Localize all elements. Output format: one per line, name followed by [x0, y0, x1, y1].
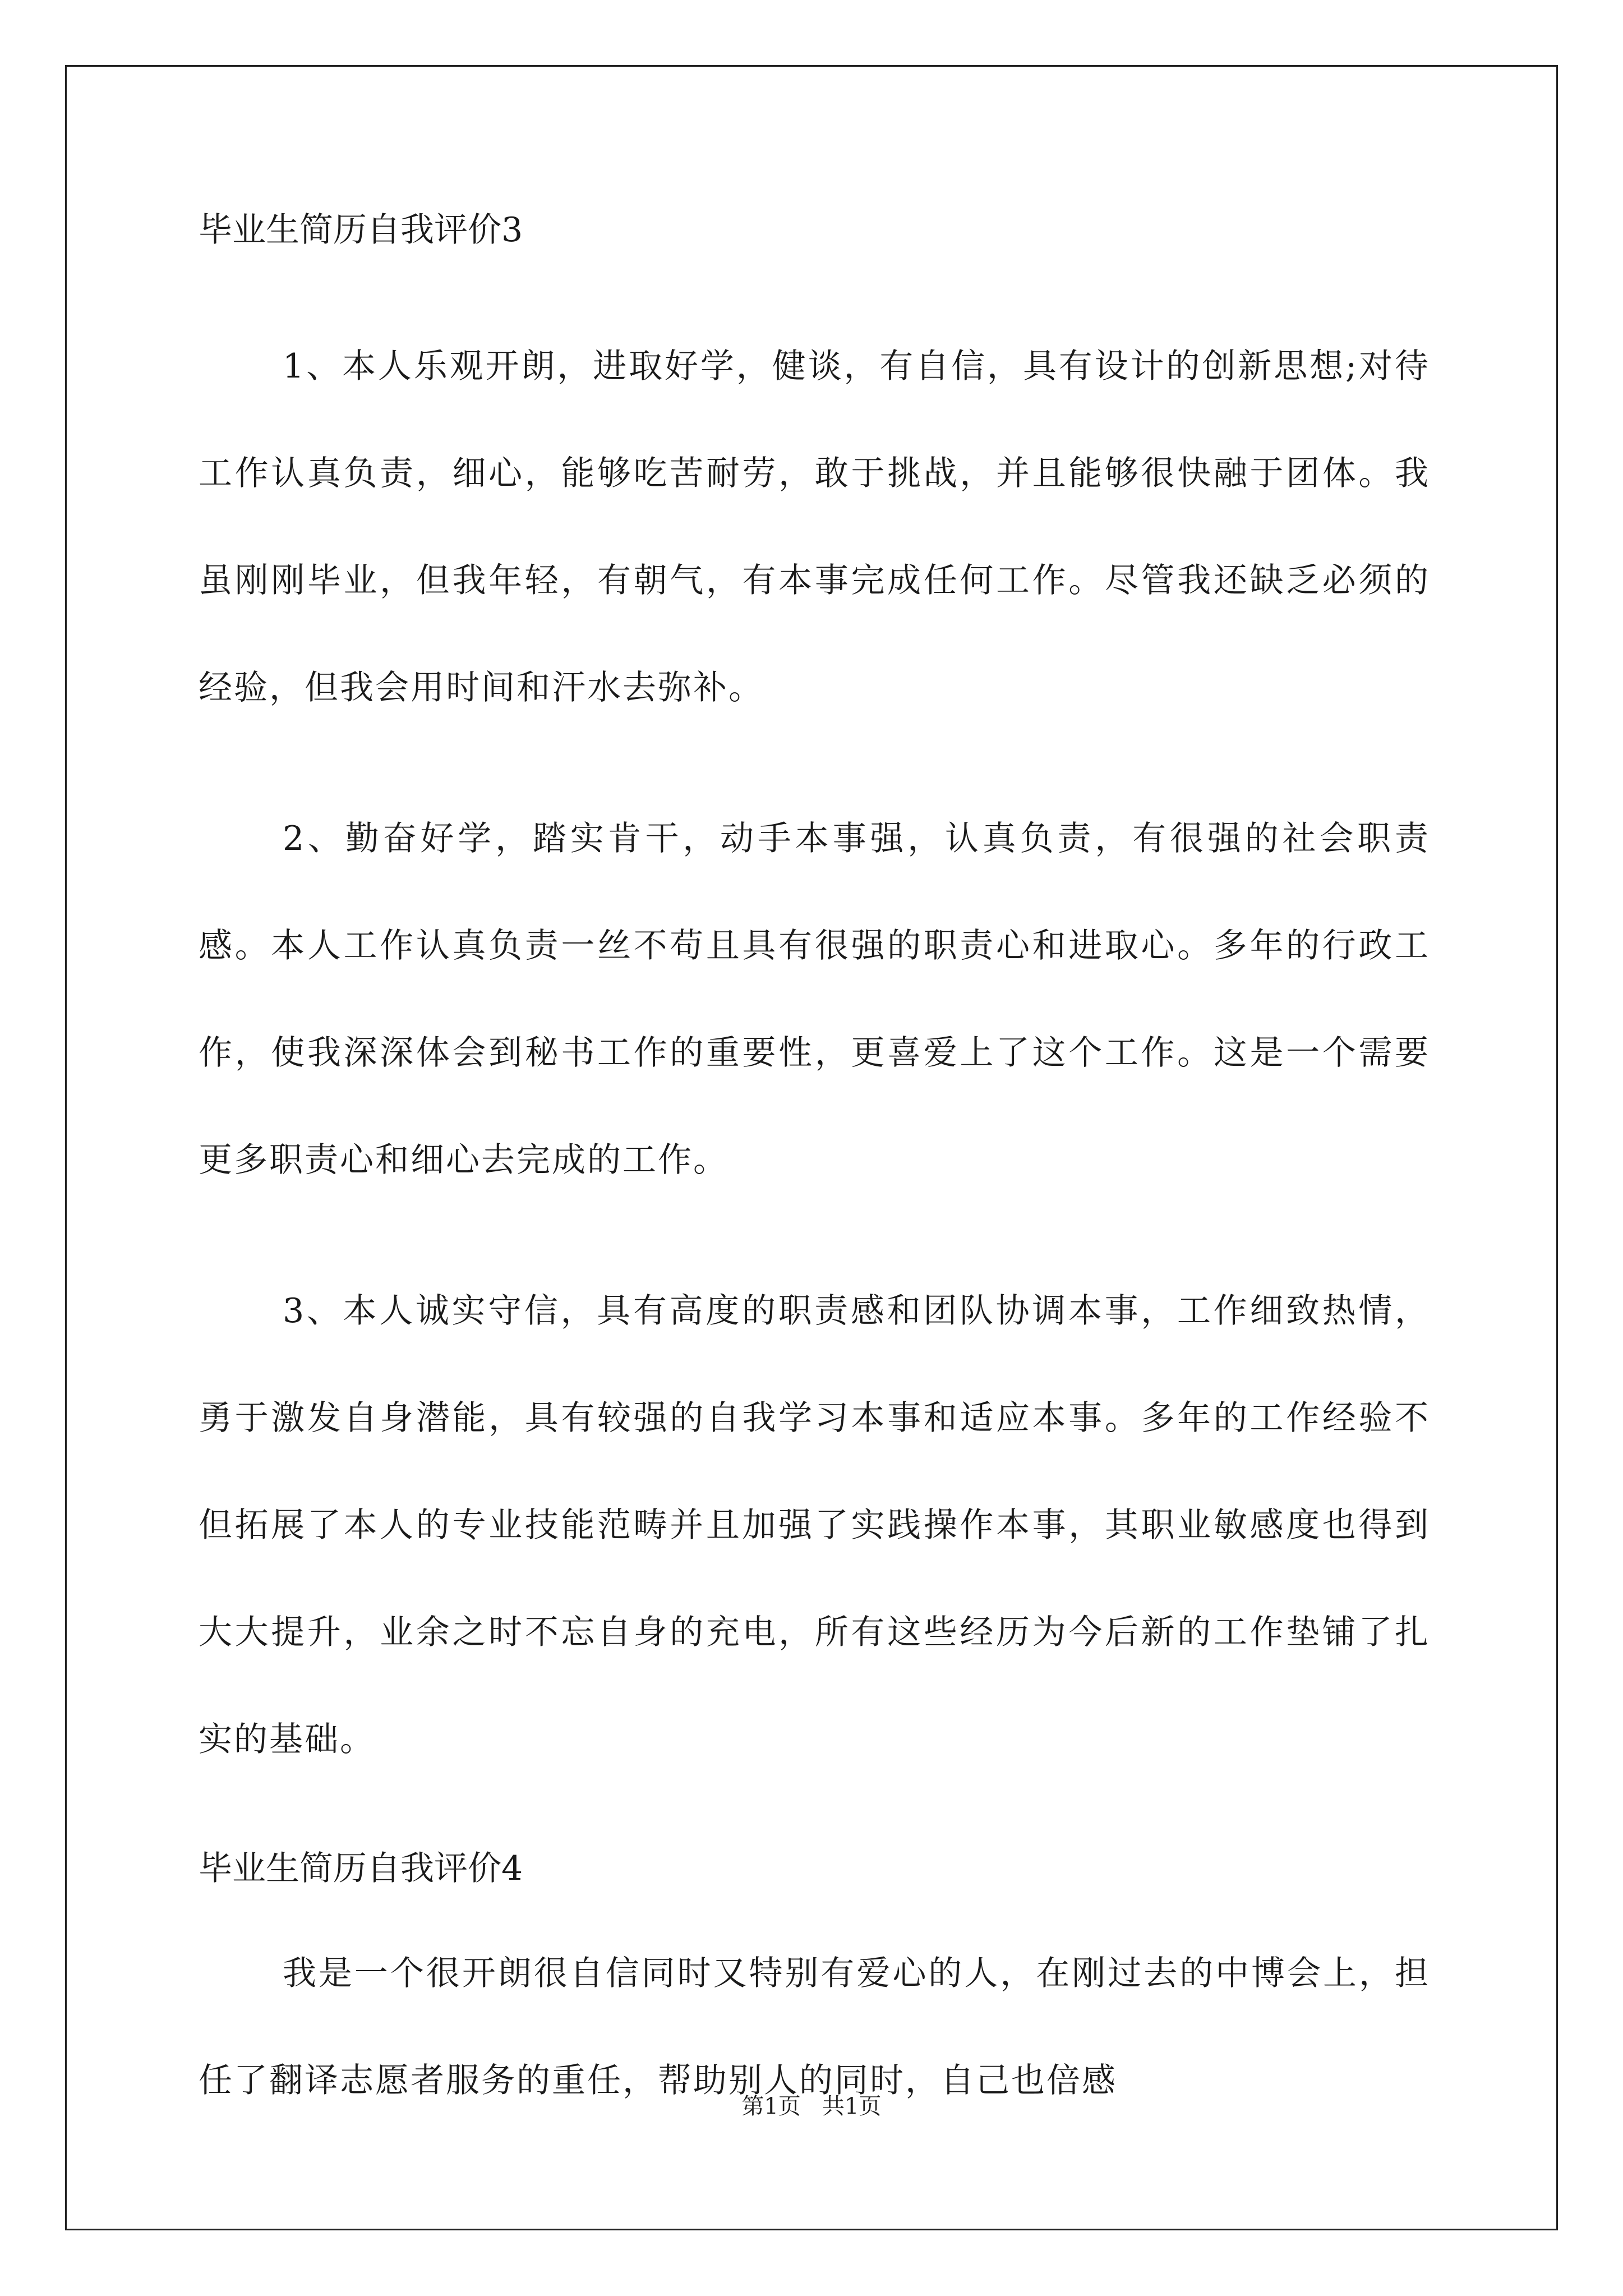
paragraph: 3、本人诚实守信，具有高度的职责感和团队协调本事，工作细致热情，勇于激发自身潜能，具有较强的自我学习本事和适应本事。多年的工作经验不但拓展了本人的专业技能范畴并且加强了实践操作本事，其职业敏感度也得到大大提升，业余之时不忘自身的充电，所有这些经历为今后新的工作垫铺了扎实的基础。 [199, 1291, 1430, 1759]
section-title: 毕业生简历自我评价4 [199, 1849, 523, 1888]
paragraph: 1、本人乐观开朗，进取好学，健谈，有自信，具有设计的创新思想;对待工作认真负责，细心，能够吃苦耐劳，敢于挑战，并且能够很快融于团体。我虽刚刚毕业，但我年轻，有朝气，有本事完成任何工作。尽管我还缺乏必须的经验，但我会用时间和汗水去弥补。 [199, 347, 1430, 707]
section-title: 毕业生简历自我评价3 [199, 210, 523, 250]
section-3 [199, 208, 1430, 1793]
document-body [199, 208, 1430, 2210]
paragraph: 我是一个很开朗很自信同时又特别有爱心的人，在刚过去的中博会上，担任了翻译志愿者服务的重任，帮助别人的同时，自己也倍感 [199, 1954, 1430, 2100]
paragraph: 2、勤奋好学，踏实肯干，动手本事强，认真负责，有很强的社会职责感。本人工作认真负责一丝不苟且具有很强的职责心和进取心。多年的行政工作，使我深深体会到秘书工作的重要性，更喜爱上了这个工作。这是一个需要更多职责心和细心去完成的工作。 [199, 819, 1430, 1180]
page-footer: 第1页 共1页 [741, 2093, 882, 2119]
section-4 [199, 1846, 1430, 2134]
